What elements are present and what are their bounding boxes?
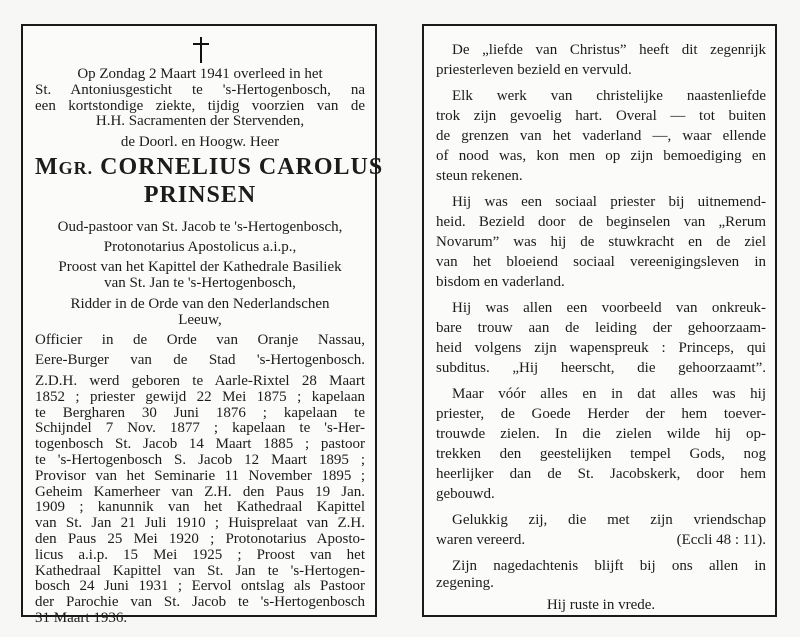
paragraph-line: Hij was allen een voorbeeld van onkreuk-: [452, 300, 766, 316]
biography-line: Geheim Kamerheer van Z.H. den Paus 19 Jan.: [35, 484, 365, 500]
paragraph-line: trekken den geestelijken tempel Gods, nog: [436, 446, 766, 462]
paragraph-line: priesterleven bezield en vervuld.: [436, 62, 632, 78]
paragraph-line: [436, 530, 766, 550]
paragraph-line: zegening.: [436, 575, 494, 591]
intro-line: Op Zondag 2 Maart 1941 overleed in het: [77, 66, 323, 82]
paragraph-line: Elk werk van christelijke naastenliefde: [452, 88, 766, 104]
biography-line: togenbosch St. Jacob 14 Maart 1885 ; pastoor: [35, 436, 365, 452]
paragraph-line: Hij was een sociaal priester bij uitnemend-: [452, 194, 766, 210]
biography-line: den Paus 25 Mei 1920 ; Protonotarius Aposto-: [35, 531, 365, 547]
title-line: Ridder in de Orde van den Nederlandschen: [70, 296, 330, 312]
right-page-frame: [422, 24, 777, 617]
biography-line: der Parochie van St. Jacob te 's-Hertogenbosch: [35, 594, 365, 610]
paragraph-line: Maar vóór alles en in dat alles was hij: [452, 386, 766, 402]
paragraph-line: heid. Bezield door de beginselen van „Rerum: [436, 214, 766, 230]
title-line: Eere-Burger van de Stad 's-Hertogenbosch.: [35, 352, 365, 368]
deceased-name-line1: [35, 153, 384, 182]
paragraph-line: Gelukkig zij, die met zijn vriendschap: [452, 512, 766, 528]
title-line: van St. Jan te 's-Hertogenbosch,: [104, 275, 296, 291]
cross-icon: [193, 37, 209, 63]
name-prefix-initial: M: [35, 154, 59, 180]
biography-line: van St. Jan 21 Juli 1910 ; Huisprelaat van Z.H.: [35, 515, 365, 531]
biography-line: te Bergharen 30 Juni 1876 ; kapelaan te: [35, 405, 365, 421]
title-line: Proost van het Kapittel der Kathedrale Basiliek: [58, 259, 342, 275]
biography-line: te 's-Hertogenbosch S. Jacob 12 Maart 1895 ;: [35, 452, 365, 468]
biography-line: 1852 ; priester gewijd 22 Mei 1875 ; kapelaan: [35, 389, 365, 405]
biography-line: bosch 24 Juni 1931 ; Eervol ontslag als Pastoor: [35, 578, 365, 594]
paragraph-line: gebouwd.: [436, 486, 495, 502]
title-line: Oud-pastoor van St. Jacob te 's-Hertogenbosch,: [57, 219, 343, 235]
deceased-surname: PRINSEN: [143, 182, 257, 208]
title-line: Protonotarius Apostolicus a.i.p.,: [103, 239, 297, 255]
biography-line: 31 Maart 1936.: [35, 610, 128, 626]
name-prefix-rest: GR.: [58, 158, 94, 178]
paragraph-line: bare trouw aan de leiding der gehoorzaam-: [436, 320, 766, 336]
paragraph-line: trouwde zielen. In die zielen wilde hij op-: [436, 426, 766, 442]
paragraph-line: bisdom en vaderland.: [436, 274, 565, 290]
paragraph-line: priester, de Goede Herder der hem toever-: [436, 406, 766, 422]
title-line: Leeuw,: [178, 312, 222, 328]
paragraph-line: of nood was, kon men op zijn bemoediging en: [436, 148, 766, 164]
salutation: de Doorl. en Hoogw. Heer: [120, 134, 280, 150]
title-line: Officier in de Orde van Oranje Nassau,: [35, 332, 365, 348]
intro-line: een kortstondige ziekte, tijdig voorzien van de: [35, 98, 365, 114]
biography-line: Kathedraal Kapittel van St. Jan te 's-Hertogen-: [35, 563, 365, 579]
biography-line: licus a.i.p. 15 Mei 1925 ; Proost van het: [35, 547, 365, 563]
biography-line: Schijndel 7 Nov. 1877 ; kapelaan te 's-Her-: [35, 420, 365, 436]
closing-line: Hij ruste in vrede.: [546, 597, 656, 613]
paragraph-line: subditus. „Hij heerscht, die gehoorzaamt”.: [436, 360, 766, 376]
paragraph-line: de grenzen van het vaderland —, waar ellende: [436, 128, 766, 144]
paragraph-line: heid volgens zijn wapenspreuk : Princeps, qui: [436, 340, 766, 356]
paragraph-line: De „liefde van Christus” heeft dit zegenrijk: [452, 42, 766, 58]
given-names: CORNELIUS CAROLUS: [100, 154, 384, 180]
paragraph-text: waren vereerd.: [436, 532, 526, 548]
intro-line: H.H. Sacramenten der Stervenden,: [95, 113, 305, 129]
paragraph-line: trok zijn gevoelig hart. Overal — tot buiten: [436, 108, 766, 124]
biography-line: 1909 ; kanunnik van het Kathedraal Kapittel: [35, 499, 365, 515]
paragraph-line: steun rekenen.: [436, 168, 523, 184]
paragraph-line: Zijn nagedachtenis blijft bij ons allen in: [452, 558, 766, 574]
left-page-frame: [21, 24, 384, 626]
biography-line: Z.D.H. werd geboren te Aarle-Rixtel 28 Maart: [35, 373, 365, 389]
paragraph-line: Novarum” was hij de stuwkracht en de ziel: [436, 234, 766, 250]
intro-line: St. Antoniusgesticht te 's-Hertogenbosch, na: [35, 82, 365, 98]
paragraph-line: heerlijker dan de St. Jacobskerk, door hem: [436, 466, 766, 482]
biography-line: Provisor van het Seminarie 11 November 1895 ;: [35, 468, 365, 484]
paragraph-line: van het bloeiend sociaal vereenigingsleven in: [436, 254, 766, 270]
scripture-citation: (Eccli 48 : 11).: [676, 532, 766, 548]
